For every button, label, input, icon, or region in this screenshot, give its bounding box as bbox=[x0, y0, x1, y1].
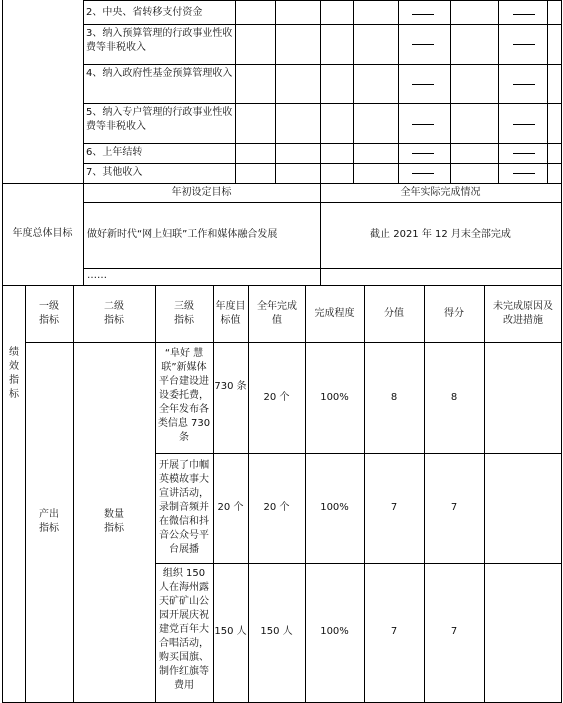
target-value: 150 人 bbox=[214, 626, 247, 637]
income-row-label: 2、中央、省转移支付资金 bbox=[86, 7, 203, 18]
goal-row-label: 年度总体目标 bbox=[12, 228, 73, 239]
indicator-text: 开展了巾帼英模故事大宣讲活动，录制音频并在微信和抖音公众号平台展播 bbox=[159, 460, 209, 555]
empty-dash bbox=[513, 153, 535, 154]
empty-dash bbox=[412, 14, 434, 15]
header-target: 年度目标值 bbox=[215, 301, 246, 326]
income-row-label: 7、其他收入 bbox=[86, 167, 143, 178]
performance-side-label: 绩效指标 bbox=[9, 347, 19, 400]
header-level2: 二级指标 bbox=[104, 301, 124, 326]
empty-dash bbox=[513, 173, 535, 174]
goal-ellipsis: …… bbox=[87, 270, 107, 281]
level2-quantity-indicator: 数量指标 bbox=[104, 509, 124, 534]
score-value: 7 bbox=[390, 626, 398, 637]
income-row-label: 4、纳入政府性基金预算管理收入 bbox=[86, 68, 233, 79]
header-actual: 全年完成值 bbox=[257, 301, 297, 326]
header-got: 得分 bbox=[444, 308, 464, 319]
empty-dash bbox=[412, 153, 434, 154]
actual-value: 20 个 bbox=[263, 392, 290, 403]
empty-dash bbox=[412, 124, 434, 125]
header-level1: 一级指标 bbox=[39, 301, 59, 326]
indicator-text: “阜好 慧联”新媒体平台建设进设委托费，全年发布各类信息 730 条 bbox=[157, 348, 211, 443]
planned-goal-header: 年初设定目标 bbox=[171, 187, 232, 198]
score-value: 8 bbox=[390, 392, 398, 403]
got-score: 7 bbox=[450, 626, 458, 637]
actual-goal-header: 全年实际完成情况 bbox=[400, 187, 481, 198]
actual-value: 20 个 bbox=[263, 502, 290, 513]
empty-dash bbox=[513, 124, 535, 125]
income-row-label: 3、纳入预算管理的行政事业性收费等非税收入 bbox=[86, 28, 233, 53]
income-row-label: 5、纳入专户管理的行政事业性收费等非税收入 bbox=[86, 107, 233, 132]
empty-dash bbox=[412, 84, 434, 85]
empty-dash bbox=[513, 14, 535, 15]
header-degree: 完成程度 bbox=[314, 308, 355, 319]
income-row-label: 6、上年结转 bbox=[86, 147, 143, 158]
header-score: 分值 bbox=[384, 308, 404, 319]
empty-dash bbox=[513, 84, 535, 85]
header-level3: 三级指标 bbox=[174, 301, 194, 326]
empty-dash bbox=[412, 173, 434, 174]
level1-output-indicator: 产出指标 bbox=[39, 509, 59, 534]
actual-goal-text: 截止 2021 年 12 月末全部完成 bbox=[370, 229, 511, 240]
target-value: 730 条 bbox=[214, 381, 247, 392]
completion-degree: 100% bbox=[320, 392, 349, 403]
completion-degree: 100% bbox=[320, 502, 349, 513]
actual-value: 150 人 bbox=[260, 626, 293, 637]
score-value: 7 bbox=[390, 502, 398, 513]
header-reason: 未完成原因及改进措施 bbox=[493, 301, 553, 326]
planned-goal-text: 做好新时代“网上妇联”工作和媒体融合发展 bbox=[87, 229, 278, 240]
completion-degree: 100% bbox=[320, 626, 349, 637]
target-value: 20 个 bbox=[217, 502, 244, 513]
empty-dash bbox=[513, 44, 535, 45]
got-score: 8 bbox=[450, 392, 458, 403]
indicator-text: 组织 150 人在海州露天矿矿山公园开展庆祝建党百年大合唱活动，购买国旗、制作红旗等费用 bbox=[159, 568, 209, 691]
got-score: 7 bbox=[450, 502, 458, 513]
empty-dash bbox=[412, 44, 434, 45]
